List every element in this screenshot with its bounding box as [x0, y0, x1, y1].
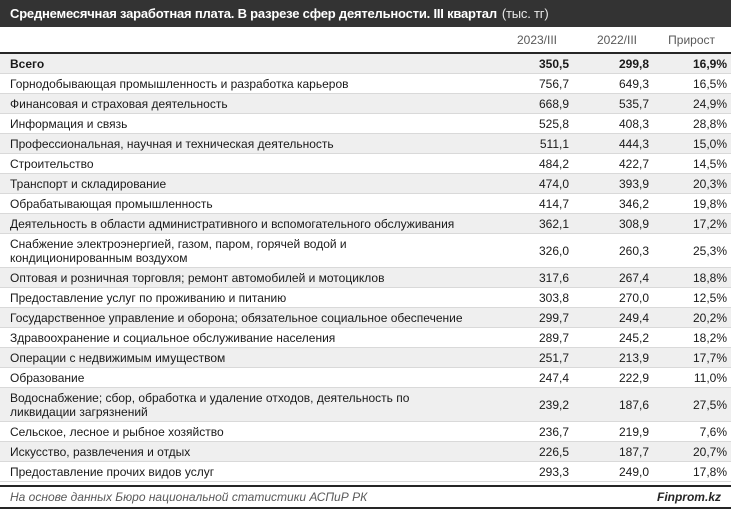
value-growth: 28,8% [692, 116, 727, 131]
value-2023: 756,7 [538, 76, 569, 91]
page-title: Среднемесячная заработная плата. В разрезе сфер деятельности. III квартал [10, 6, 497, 21]
value-growth: 27,5% [692, 397, 727, 412]
table-row [0, 94, 731, 114]
value-2022: 267,4 [618, 270, 649, 285]
value-2022: 245,2 [618, 330, 649, 345]
value-2023: 239,2 [538, 397, 569, 412]
value-growth: 20,2% [692, 310, 727, 325]
table-body [0, 54, 731, 485]
value-2022: 408,3 [618, 116, 649, 131]
footer [0, 485, 731, 509]
value-growth: 18,2% [692, 330, 727, 345]
table-row [0, 194, 731, 214]
sector-label: Государственное управление и оборона; обязательное социальное обеспечение [10, 310, 463, 325]
value-growth: 19,8% [692, 196, 727, 211]
value-2022: 222,9 [618, 370, 649, 385]
table-header-row [0, 27, 731, 54]
value-growth: 20,7% [692, 444, 727, 459]
sector-label: Обрабатывающая промышленность [10, 196, 213, 211]
sector-label: Операции с недвижимым имуществом [10, 350, 226, 365]
value-growth: 16,5% [692, 76, 727, 91]
source-note: На основе данных Бюро национальной статистики АСПиР РК [10, 490, 368, 504]
value-2023: 668,9 [538, 96, 569, 111]
value-2023: 317,6 [538, 270, 569, 285]
value-2022: 308,9 [618, 216, 649, 231]
value-2023: 350,5 [538, 56, 569, 71]
table-row [0, 234, 731, 268]
sector-label: Деятельность в области административного и вспомогательного обслуживания [10, 216, 455, 231]
value-2022: 444,3 [618, 136, 649, 151]
sector-label: Оптовая и розничная торговля; ремонт автомобилей и мотоциклов [10, 270, 385, 285]
table-row [0, 54, 731, 74]
table-row [0, 74, 731, 94]
table-row [0, 462, 731, 482]
value-growth: 17,7% [692, 350, 727, 365]
value-growth: 11,0% [693, 370, 727, 385]
sector-label: Профессиональная, научная и техническая деятельность [10, 136, 334, 151]
sector-label: Сельское, лесное и рыбное хозяйство [10, 424, 224, 439]
value-2022: 299,8 [618, 56, 649, 71]
table-row [0, 308, 731, 328]
table-row [0, 422, 731, 442]
sector-label: Горнодобывающая промышленность и разработка карьеров [10, 76, 349, 91]
value-2023: 362,1 [538, 216, 569, 231]
value-2023: 511,1 [539, 136, 569, 151]
value-2022: 213,9 [618, 350, 649, 365]
table-row [0, 288, 731, 308]
brand-logo: Finprom.kz [656, 490, 721, 504]
value-2022: 535,7 [618, 96, 649, 111]
value-2022: 187,7 [618, 444, 649, 459]
table-row [0, 268, 731, 288]
value-2022: 219,9 [618, 424, 649, 439]
sector-label: Строительство [10, 156, 94, 171]
value-growth: 12,5% [692, 290, 727, 305]
table-row [0, 368, 731, 388]
value-2023: 299,7 [538, 310, 569, 325]
value-growth: 14,5% [692, 156, 727, 171]
value-2023: 247,4 [538, 370, 569, 385]
title-unit-label: (тыс. тг) [501, 6, 549, 21]
value-2023: 236,7 [538, 424, 569, 439]
value-2023: 326,0 [538, 243, 569, 258]
value-growth: 24,9% [692, 96, 727, 111]
table-row [0, 134, 731, 154]
table-row [0, 214, 731, 234]
sector-label: Всего [10, 56, 45, 71]
sector-label: Здравоохранение и социальное обслуживание населения [10, 330, 336, 345]
sector-label: Информация и связь [10, 116, 128, 131]
value-2023: 289,7 [538, 330, 569, 345]
sector-label: Финансовая и страховая деятельность [10, 96, 228, 111]
table-row [0, 174, 731, 194]
sector-label: Образование [10, 370, 85, 385]
value-2023: 226,5 [538, 444, 569, 459]
value-2022: 187,6 [618, 397, 649, 412]
value-2023: 474,0 [538, 176, 569, 191]
sector-label: Снабжение электроэнергией, газом, паром, горячей водой и кондиционированным воздухом [10, 236, 347, 265]
value-2022: 393,9 [618, 176, 649, 191]
value-2023: 525,8 [538, 116, 569, 131]
sector-label: Транспорт и складирование [10, 176, 167, 191]
sector-label: Искусство, развлечения и отдых [10, 444, 191, 459]
value-2022: 249,0 [618, 464, 649, 479]
value-growth: 18,8% [692, 270, 727, 285]
value-2023: 293,3 [538, 464, 569, 479]
value-growth: 17,8% [692, 464, 727, 479]
value-growth: 20,3% [692, 176, 727, 191]
value-growth: 16,9% [692, 56, 727, 71]
sector-label: Предоставление услуг по проживанию и питанию [10, 290, 287, 305]
title-bar [0, 0, 731, 27]
table-row [0, 114, 731, 134]
value-2022: 270,0 [618, 290, 649, 305]
value-growth: 15,0% [692, 136, 727, 151]
value-growth: 7,6% [699, 424, 727, 439]
column-header-growth: Прирост [668, 32, 715, 47]
table-row [0, 328, 731, 348]
table-row [0, 348, 731, 368]
column-header-2022: 2022/III [596, 32, 637, 47]
sector-label: Водоснабжение; сбор, обработка и удаление отходов, деятельность по ликвидации загрязнений [10, 390, 410, 419]
value-growth: 17,2% [692, 216, 727, 231]
column-header-2023: 2023/III [516, 32, 557, 47]
value-2023: 251,7 [538, 350, 569, 365]
value-2022: 346,2 [618, 196, 649, 211]
value-2023: 303,8 [538, 290, 569, 305]
table-row [0, 388, 731, 422]
table-row [0, 442, 731, 462]
sector-label: Предоставление прочих видов услуг [10, 464, 215, 479]
table-row [0, 154, 731, 174]
value-2023: 414,7 [538, 196, 569, 211]
value-2022: 260,3 [618, 243, 649, 258]
value-growth: 25,3% [692, 243, 727, 258]
value-2022: 649,3 [618, 76, 649, 91]
value-2022: 249,4 [618, 310, 649, 325]
value-2023: 484,2 [538, 156, 569, 171]
value-2022: 422,7 [618, 156, 649, 171]
